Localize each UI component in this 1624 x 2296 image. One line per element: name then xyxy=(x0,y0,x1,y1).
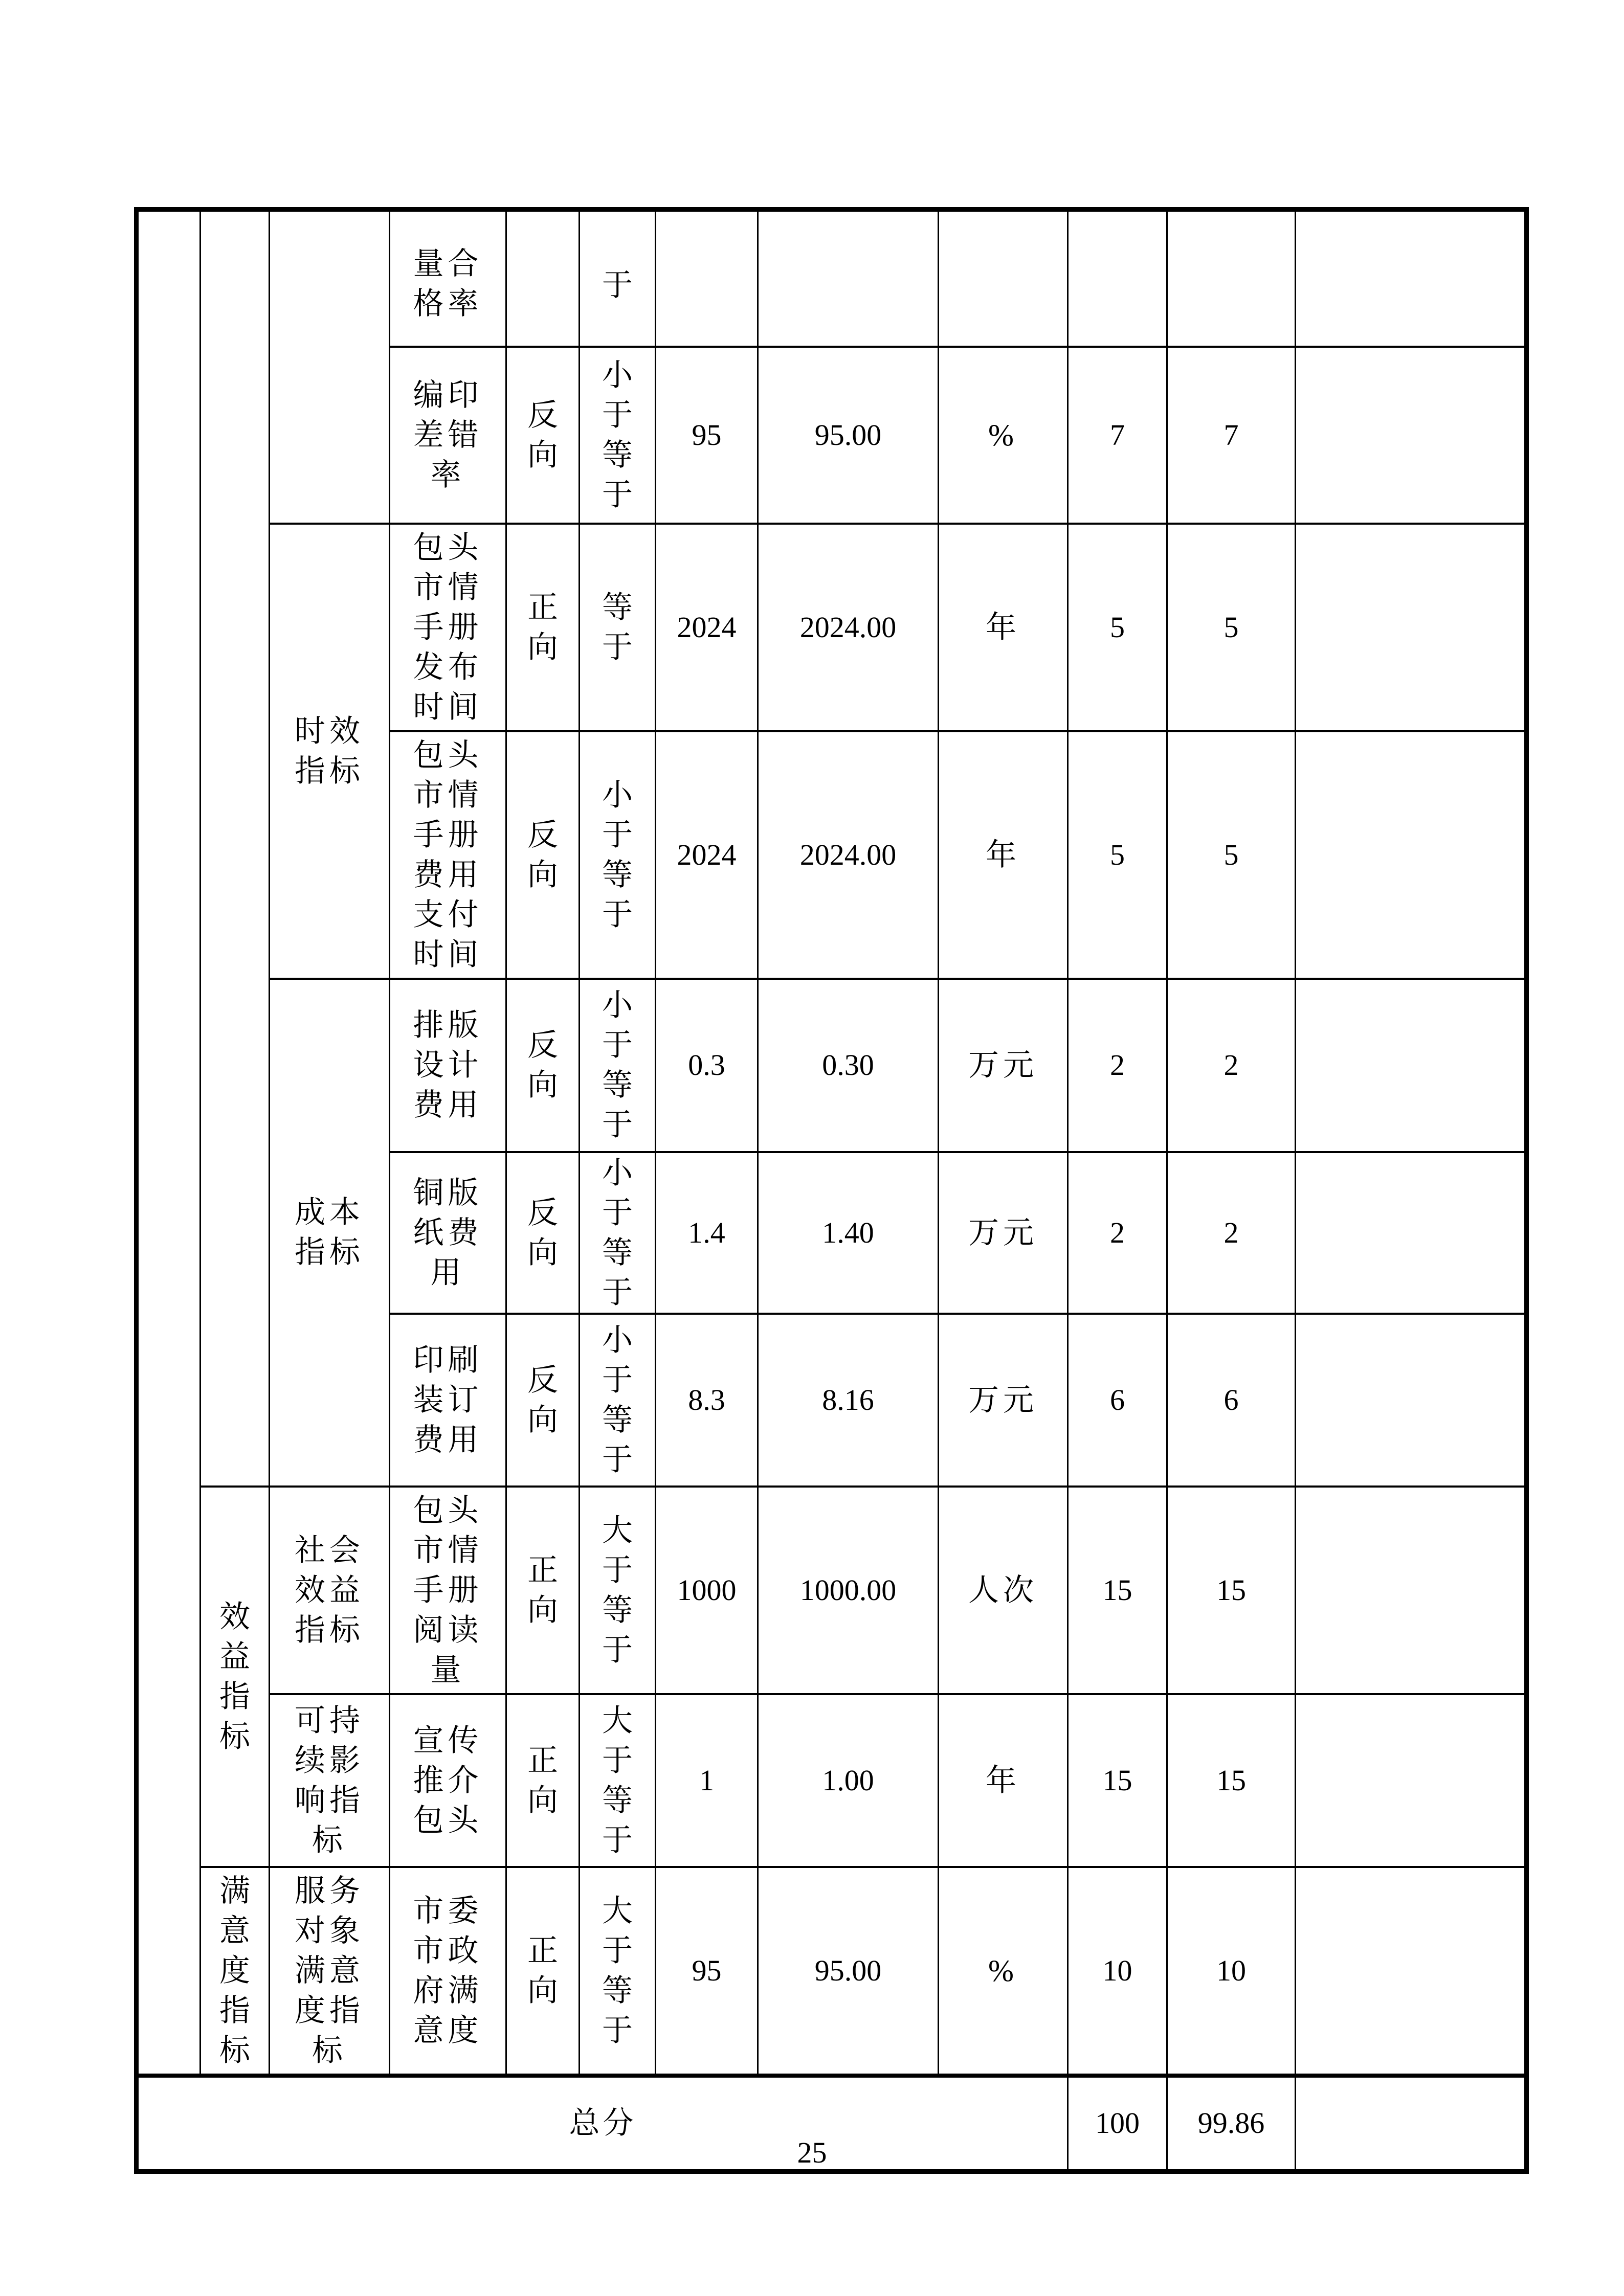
direction-cell xyxy=(506,1487,580,1694)
notes-cell xyxy=(1296,1152,1527,1314)
criteria-text: 小于等于 xyxy=(602,1156,633,1310)
weight-cell xyxy=(1068,731,1167,979)
target-value-text: 2024 xyxy=(677,838,737,871)
weight-cell xyxy=(1068,210,1167,347)
indicator-name-text: 市委市政府满意度 xyxy=(413,1894,483,2047)
unit-cell xyxy=(939,210,1068,347)
target-value-text: 2024 xyxy=(677,610,737,644)
direction-text: 正向 xyxy=(527,1933,558,2008)
direction-cell xyxy=(506,524,580,731)
target-value-cell xyxy=(656,1694,758,1867)
target-value-cell xyxy=(656,1314,758,1487)
criteria-cell xyxy=(580,1487,656,1694)
target-value-cell xyxy=(656,347,758,524)
actual-value-text: 8.16 xyxy=(822,1383,874,1416)
criteria-text: 等于 xyxy=(602,590,633,664)
criteria-text: 大于等于 xyxy=(602,1703,633,1857)
unit-text: 年 xyxy=(986,1763,1020,1797)
direction-cell xyxy=(506,1867,580,2076)
group-label-text: 社会效益指标 xyxy=(295,1533,364,1647)
target-value-cell xyxy=(656,210,758,347)
total-label-text: 总分 xyxy=(569,2106,637,2141)
performance-indicator-table xyxy=(134,207,1529,2174)
table-row xyxy=(137,1694,1527,1867)
direction-cell xyxy=(506,979,580,1152)
actual-value-cell xyxy=(758,1487,939,1694)
actual-value-text: 95.00 xyxy=(814,418,882,452)
score-text: 5 xyxy=(1223,610,1239,644)
actual-value-text: 0.30 xyxy=(822,1048,874,1082)
criteria-text: 小于等于 xyxy=(602,1323,633,1477)
score-cell xyxy=(1167,210,1296,347)
criteria-cell xyxy=(580,1694,656,1867)
target-value-cell xyxy=(656,1152,758,1314)
indicator-name-text: 包头市情手册发布时间 xyxy=(413,530,483,724)
score-text: 6 xyxy=(1223,1383,1239,1416)
level3-group-cell-social xyxy=(270,1487,390,1694)
actual-value-text: 2024.00 xyxy=(799,610,897,644)
table-row xyxy=(137,979,1527,1152)
criteria-text: 小于等于 xyxy=(602,988,633,1142)
unit-text: 年 xyxy=(986,838,1020,872)
group-label-text: 成本指标 xyxy=(295,1196,364,1269)
score-text: 7 xyxy=(1223,418,1239,452)
unit-cell xyxy=(939,524,1068,731)
unit-text: 万元 xyxy=(968,1215,1038,1250)
level3-group-cell-service xyxy=(270,1867,390,2076)
direction-text: 正向 xyxy=(527,1743,558,1817)
level3-group-cell-timeliness xyxy=(270,524,390,979)
weight-text: 6 xyxy=(1110,1383,1125,1416)
unit-text: 万元 xyxy=(968,1383,1038,1417)
weight-text: 7 xyxy=(1110,418,1125,452)
actual-value-cell xyxy=(758,1314,939,1487)
notes-cell xyxy=(1296,731,1527,979)
unit-cell xyxy=(939,731,1068,979)
direction-text: 反向 xyxy=(527,818,558,892)
actual-value-cell xyxy=(758,347,939,524)
criteria-text: 小于等于 xyxy=(602,358,633,512)
notes-cell xyxy=(1296,210,1527,347)
actual-value-text: 95.00 xyxy=(814,1953,882,1987)
direction-cell xyxy=(506,1314,580,1487)
actual-value-text: 1.40 xyxy=(822,1215,874,1249)
criteria-cell xyxy=(580,1314,656,1487)
direction-text: 正向 xyxy=(527,1553,558,1627)
weight-cell xyxy=(1068,1487,1167,1694)
score-cell xyxy=(1167,1487,1296,1694)
target-value-cell xyxy=(656,524,758,731)
group-label-text: 服务对象满意度指标 xyxy=(295,1874,364,2067)
score-cell xyxy=(1167,347,1296,524)
target-value-cell xyxy=(656,731,758,979)
notes-cell xyxy=(1296,1867,1527,2076)
target-value-text: 1000 xyxy=(677,1573,737,1607)
weight-cell xyxy=(1068,524,1167,731)
level2-group-cell-satisfaction xyxy=(201,1867,270,2076)
group-label-text: 效益指标 xyxy=(219,1600,250,1753)
indicator-name-text: 量合格率 xyxy=(413,246,483,321)
weight-text: 5 xyxy=(1110,838,1125,871)
criteria-text: 于 xyxy=(602,268,633,302)
actual-value-cell xyxy=(758,1152,939,1314)
score-cell xyxy=(1167,1694,1296,1867)
notes-cell xyxy=(1296,1487,1527,1694)
target-value-text: 8.3 xyxy=(688,1383,725,1416)
indicator-name-cell xyxy=(390,1487,506,1694)
score-cell xyxy=(1167,731,1296,979)
indicator-name-text: 铜版纸费用 xyxy=(413,1176,483,1290)
criteria-text: 大于等于 xyxy=(602,1513,633,1667)
indicator-name-text: 包头市情手册费用支付时间 xyxy=(413,738,483,972)
direction-cell xyxy=(506,347,580,524)
notes-cell xyxy=(1296,1314,1527,1487)
actual-value-cell xyxy=(758,210,939,347)
weight-cell xyxy=(1068,347,1167,524)
criteria-text: 大于等于 xyxy=(602,1894,633,2047)
group-label-text: 满意度指标 xyxy=(219,1874,250,2067)
direction-cell xyxy=(506,210,580,347)
actual-value-text: 2024.00 xyxy=(799,838,897,871)
actual-value-text: 1000.00 xyxy=(799,1573,897,1607)
criteria-text: 小于等于 xyxy=(602,778,633,932)
indicator-name-cell xyxy=(390,347,506,524)
direction-text: 正向 xyxy=(527,590,558,664)
direction-cell xyxy=(506,1152,580,1314)
indicator-name-cell xyxy=(390,1694,506,1867)
unit-cell xyxy=(939,1314,1068,1487)
indicator-name-text: 包头市情手册阅读量 xyxy=(413,1493,483,1687)
criteria-cell xyxy=(580,979,656,1152)
table-row xyxy=(137,524,1527,731)
table-row xyxy=(137,1487,1527,1694)
criteria-cell xyxy=(580,210,656,347)
actual-value-cell xyxy=(758,1694,939,1867)
table-row xyxy=(137,1867,1527,2076)
unit-cell xyxy=(939,979,1068,1152)
score-text: 2 xyxy=(1223,1048,1239,1082)
target-value-cell xyxy=(656,1867,758,2076)
notes-cell xyxy=(1296,347,1527,524)
target-value-cell xyxy=(656,1487,758,1694)
indicator-name-cell xyxy=(390,210,506,347)
indicator-name-text: 宣传推介包头 xyxy=(413,1723,483,1837)
notes-cell xyxy=(1296,524,1527,731)
page-number: 25 xyxy=(797,2136,827,2169)
target-value-text: 1 xyxy=(699,1763,714,1797)
unit-cell xyxy=(939,347,1068,524)
notes-cell xyxy=(1296,979,1527,1152)
indicator-name-text: 印刷装订费用 xyxy=(413,1343,483,1457)
weight-cell xyxy=(1068,979,1167,1152)
unit-cell xyxy=(939,1694,1068,1867)
unit-cell xyxy=(939,1152,1068,1314)
weight-text: 5 xyxy=(1110,610,1125,644)
indicator-name-cell xyxy=(390,1314,506,1487)
level3-group-cell-empty xyxy=(270,210,390,524)
level1-group-cell-empty xyxy=(137,210,201,2076)
target-value-text: 95 xyxy=(692,1953,722,1987)
direction-text: 反向 xyxy=(527,1196,558,1270)
unit-cell xyxy=(939,1867,1068,2076)
target-value-text: 95 xyxy=(692,418,722,452)
level2-group-cell-benefit xyxy=(201,1487,270,1867)
direction-text: 反向 xyxy=(527,1363,558,1437)
direction-text: 反向 xyxy=(527,1028,558,1102)
score-text: 15 xyxy=(1216,1573,1246,1607)
unit-text: 年 xyxy=(986,610,1020,644)
weight-cell xyxy=(1068,1152,1167,1314)
weight-text: 15 xyxy=(1102,1763,1132,1797)
weight-text: 2 xyxy=(1110,1048,1125,1082)
indicator-name-text: 排版设计费用 xyxy=(413,1008,483,1122)
level3-group-cell-cost xyxy=(270,979,390,1487)
level2-group-cell-empty xyxy=(201,210,270,1487)
criteria-cell xyxy=(580,731,656,979)
indicator-name-cell xyxy=(390,731,506,979)
group-label-text: 时效指标 xyxy=(295,714,364,788)
indicator-name-cell xyxy=(390,1867,506,2076)
unit-text: % xyxy=(988,1953,1018,1988)
indicator-name-cell xyxy=(390,1152,506,1314)
criteria-cell xyxy=(580,1152,656,1314)
actual-value-cell xyxy=(758,524,939,731)
weight-cell xyxy=(1068,1867,1167,2076)
actual-value-cell xyxy=(758,979,939,1152)
weight-cell xyxy=(1068,1694,1167,1867)
score-text: 2 xyxy=(1223,1215,1239,1249)
actual-value-cell xyxy=(758,731,939,979)
target-value-cell xyxy=(656,979,758,1152)
unit-cell xyxy=(939,1487,1068,1694)
target-value-text: 0.3 xyxy=(688,1048,725,1082)
group-label-text: 可持续影响指标 xyxy=(295,1703,364,1857)
unit-text: 人次 xyxy=(968,1573,1038,1607)
total-weight-text: 100 xyxy=(1095,2106,1140,2140)
table-row-continuation xyxy=(137,210,1527,347)
score-text: 10 xyxy=(1216,1953,1246,1987)
score-cell xyxy=(1167,1152,1296,1314)
weight-text: 10 xyxy=(1102,1953,1132,1987)
actual-value-text: 1.00 xyxy=(822,1763,874,1797)
level3-group-cell-sustainable xyxy=(270,1694,390,1867)
criteria-cell xyxy=(580,1867,656,2076)
indicator-name-text: 编印差错率 xyxy=(413,378,483,492)
unit-text: 万元 xyxy=(968,1048,1038,1082)
total-score-text: 99.86 xyxy=(1197,2106,1265,2140)
criteria-cell xyxy=(580,524,656,731)
unit-text: % xyxy=(988,418,1018,452)
direction-text: 反向 xyxy=(527,398,558,472)
score-text: 5 xyxy=(1223,838,1239,871)
indicator-name-cell xyxy=(390,979,506,1152)
direction-cell xyxy=(506,731,580,979)
score-cell xyxy=(1167,1867,1296,2076)
score-cell xyxy=(1167,524,1296,731)
score-cell xyxy=(1167,979,1296,1152)
indicator-name-cell xyxy=(390,524,506,731)
direction-cell xyxy=(506,1694,580,1867)
criteria-cell xyxy=(580,347,656,524)
weight-text: 15 xyxy=(1102,1573,1132,1607)
weight-cell xyxy=(1068,1314,1167,1487)
actual-value-cell xyxy=(758,1867,939,2076)
weight-text: 2 xyxy=(1110,1215,1125,1249)
notes-cell xyxy=(1296,1694,1527,1867)
score-text: 15 xyxy=(1216,1763,1246,1797)
score-cell xyxy=(1167,1314,1296,1487)
target-value-text: 1.4 xyxy=(688,1215,725,1249)
